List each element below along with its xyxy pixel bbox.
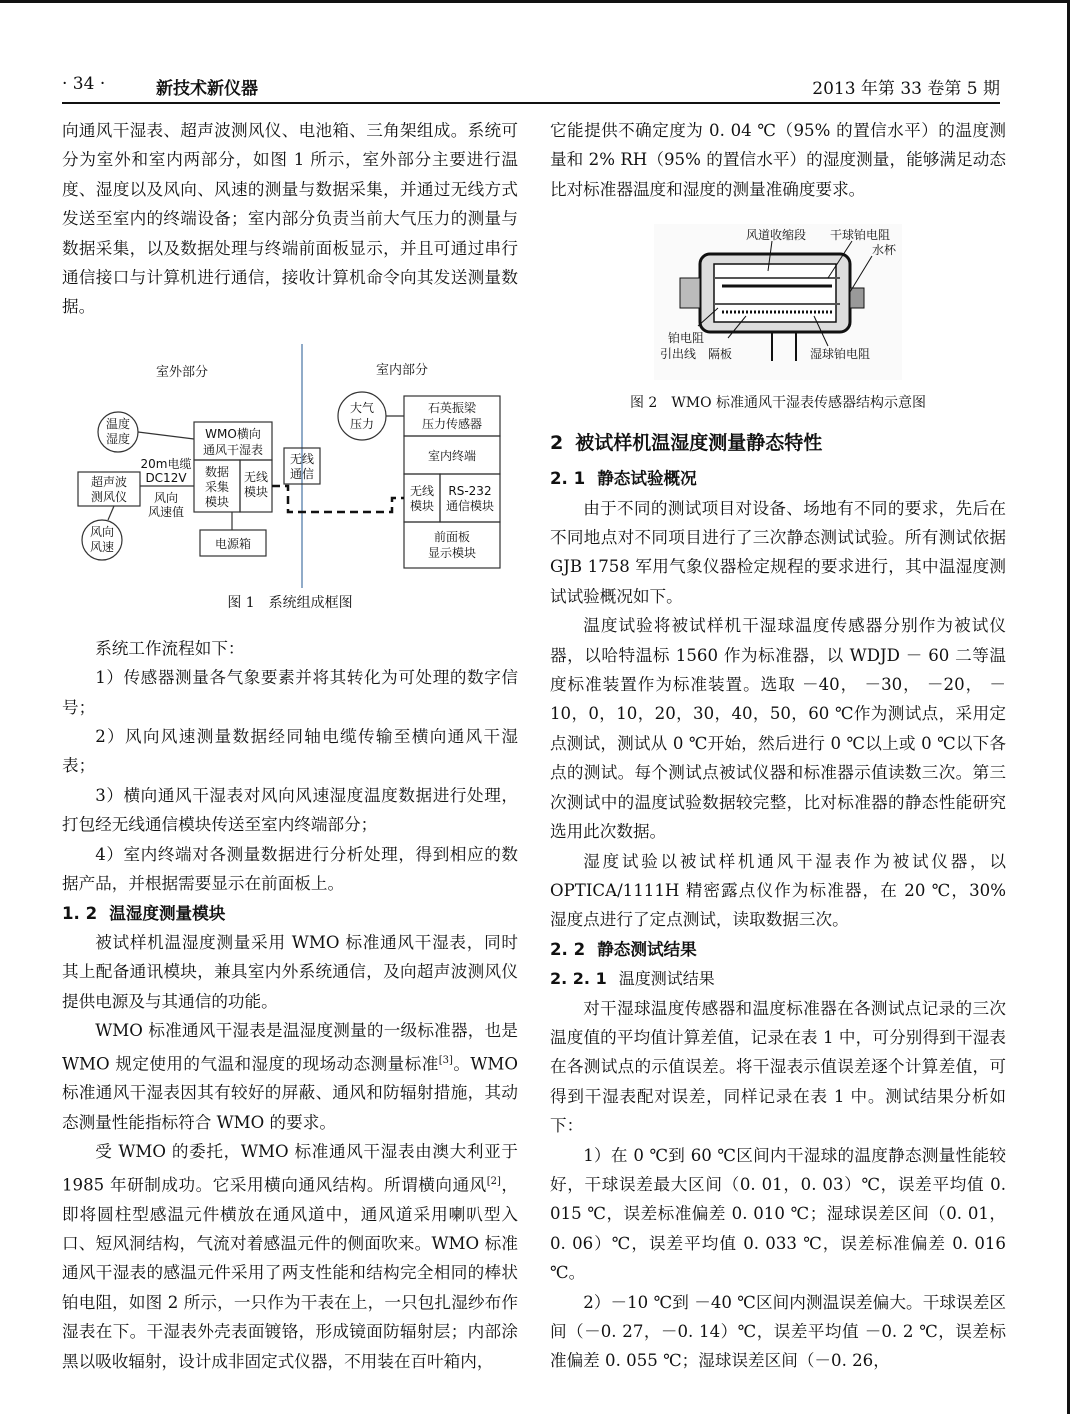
dry-bulb-label: 干球铂电阻 <box>830 228 891 243</box>
water-cup-label: 水杯 <box>872 243 897 258</box>
wind-dir-label: 风向 <box>89 524 115 539</box>
wind-value-label-2: 风速值 <box>147 504 185 519</box>
paragraph: 被试样机温湿度测量采用 WMO 标准通风干湿表，同时其上配备通讯模块，兼具室内外系统通信，及向超声波测风仪提供电源及与其通信的功能。 <box>62 932 518 1011</box>
quartz-label-1: 石英振梁 <box>427 400 477 415</box>
anemometer-label: 测风仪 <box>90 489 128 504</box>
rs232-label-2: 通信模块 <box>445 498 495 513</box>
wireless-comm-label-2: 通信 <box>289 466 315 481</box>
wind-speed-label: 风速 <box>89 539 115 554</box>
wireless-comm-label-1: 无线 <box>289 451 315 466</box>
data-acq-label-2: 采集 <box>204 479 230 494</box>
journal-issue: 2013 年第 33 卷第 5 期 <box>812 79 1000 99</box>
figure-2 <box>550 216 1006 388</box>
data-acq-label-1: 数据 <box>204 464 230 479</box>
list-item: 1）在 0 ℃到 60 ℃区间内干湿球的温度静态测量性能较好，干球误差最大区间（0. 01，0. 03）℃，误差平均值 0. 015 ℃，误差标准偏差 0. 010 ℃；湿球误差区间（0. 01，0. 06）℃，误差平均值 0. 033 ℃，误差标准偏差 0. 016 ℃。 <box>550 1145 1006 1283</box>
paragraph: 它能提供不确定度为 0. 04 ℃（95% 的置信水平）的温度测量和 2% RH（95% 的置信水平）的湿度测量，能够满足动态比对标准器温度和湿度的测量准确度要求。 <box>550 121 1006 199</box>
power-box-label: 电源箱 <box>214 536 252 551</box>
wind-value-label-1: 风向 <box>153 490 179 505</box>
paragraph: 受 WMO 的委托，WMO 标准通风干湿表由澳大利亚于 1985 年研制成功。它采用横向通风结构。所谓横向通风[2]，即将圆柱型感温元件横放在通风道中，通风道采用喇叭型入口、短风洞结构，气流对着感温元件的侧面吹来。WMO 标准通风干湿表的感温元件采用了两支性能和结构完全相同的棒状铂电阻，如图 2 所示，一只作为干表在上，一只包扎湿纱布作湿表在下。干湿表外壳表面镀铬，形成镜面防辐射层；内部涂黑以吸收辐射，设计成非固定式仪器，不用装在百叶箱内， <box>62 1142 518 1371</box>
wireless-module-label-2: 模块 <box>243 484 269 499</box>
front-panel-label-2: 显示模块 <box>427 545 477 560</box>
section-heading-2-1: 2. 1 静态试验概况 <box>550 469 697 489</box>
temp-label: 温度 <box>105 416 131 431</box>
journal-name: 新技术新仪器 <box>156 79 258 99</box>
outdoor-label: 室外部分 <box>155 364 209 380</box>
paragraph: 由于不同的测试项目对设备、场地有不同的要求，先后在不同地点对不同项目进行了三次静态测试试验。所有测试依据 GJB 1758 军用气象仪器检定规程的要求进行，其中温湿度测试试验概况如下。 <box>550 498 1006 606</box>
wet-bulb-label: 湿球铂电阻 <box>810 347 871 362</box>
rs232-label-1: RS-232 <box>448 483 492 498</box>
citation: [3] <box>438 1054 453 1066</box>
wmo-label-1: WMO横向 <box>205 426 261 441</box>
wireless-module-label-1: 无线 <box>243 469 269 484</box>
psychrometer-structure-diagram <box>550 216 1006 388</box>
humidity-label: 湿度 <box>105 431 131 446</box>
section-heading-1-2: 1. 2 温湿度测量模块 <box>62 903 226 923</box>
paragraph: 湿度试验以被试样机通风干湿表作为被试仪器，以 OPTICA/1111H 精密露点仪作为标准器，在 20 ℃，30% 湿度点进行了定点测试，读取数据三次。 <box>550 851 1006 930</box>
wmo-label-2: 通风干湿表 <box>202 442 264 457</box>
figure-1 <box>62 344 518 588</box>
pressure-label-1: 大气 <box>349 400 375 415</box>
paragraph: 温度试验将被试样机干湿球温度传感器分别作为被试仪器，以哈特温标 1560 作为标准器，以 WDJD － 60 二等温度标准装置作为标准装置。选取 －40， －30， －20， －10，0，10，20，30，40，50，60 ℃作为测试点，采用定点测试，测试从 0 ℃开始，然后进行 0 ℃以上或 0 ℃以下各点的测试。每个测试点被试仪器和标准器示值读数三次。第三次测试中的温度试验数据较完整，比对标准器的静态性能研究选用此次数据。 <box>550 616 1006 842</box>
lead-label-1: 铂电阻 <box>668 331 705 346</box>
cable-label-1: 20m电缆 <box>140 456 192 471</box>
ultrasonic-label: 超声波 <box>90 474 128 489</box>
figure-1-caption: 图 1 系统组成框图 <box>227 594 353 611</box>
section-heading-2: 2 被试样机温湿度测量静态特性 <box>550 432 823 455</box>
section-heading-2-2: 2. 2 静态测试结果 <box>550 939 697 959</box>
pressure-label-2: 压力 <box>349 416 375 431</box>
list-item: 3）横向通风干湿表对风向风速湿度温度数据进行处理，打包经无线通信模块传送至室内终端部分； <box>62 785 518 835</box>
citation: [2] <box>486 1175 501 1187</box>
quartz-label-2: 压力传感器 <box>421 416 483 431</box>
list-item: 4）室内终端对各测量数据进行分析处理，得到相应的数据产品，并根据需要显示在前面板上。 <box>62 844 518 894</box>
paragraph: 对干湿球温度传感器和温度标准器在各测试点记录的三次温度值的平均值计算差值，记录在表 1 中，可分别得到干湿表在各测试点的示值误差。将干湿表示值误差逐个计算差值，可得到干湿表配对误差，同样记录在表 1 中。测试结果分析如下： <box>550 998 1006 1136</box>
figure-2-caption: 图 2 WMO 标准通风干湿表传感器结构示意图 <box>629 395 926 412</box>
list-item: 1）传感器测量各气象要素并将其转化为可处理的数字信号； <box>62 668 518 717</box>
duct-label: 风道收缩段 <box>746 228 807 243</box>
paragraph: WMO 标准通风干湿表是温湿度测量的一级标准器，也是 WMO 规定使用的气温和湿度的现场动态测量标准[3]。WMO 标准通风干湿表因其有较好的屏蔽、通风和防辐射措施，其动态测量性能指标符合 WMO 的要求。 <box>62 1021 518 1132</box>
paragraph: 系统工作流程如下： <box>95 638 245 658</box>
page-border-top <box>0 0 1070 3</box>
section-heading-2-2-1: 2. 2. 1 温度测试结果 <box>550 969 715 989</box>
shield-label: 隔板 <box>708 347 733 362</box>
paragraph: 向通风干湿表、超声波测风仪、电池箱、三角架组成。系统可分为室外和室内两部分，如图 1 所示，室外部分主要进行温度、湿度以及风向、风速的测量与数据采集，并通过无线方式发送至室内的终端设备；室内部分负责当前大气压力的测量与数据采集，以及数据处理与终端前面板显示，并且可通过串行通信接口与计算机进行通信，接收计算机命令向其发送测量数据。 <box>62 121 518 317</box>
page-number: · 34 · <box>62 74 106 94</box>
front-panel-label-1: 前面板 <box>433 529 471 544</box>
terminal-wireless-label-1: 无线 <box>409 483 435 498</box>
list-item: 2）－10 ℃到 －40 ℃区间内测温误差偏大。干球误差区间（－0. 27，－0. 14）℃，误差平均值 －0. 2 ℃，误差标准偏差 0. 055 ℃；湿球误差区间（－0. 26， <box>550 1292 1006 1371</box>
right-column <box>550 116 1006 1376</box>
running-header <box>62 74 1000 100</box>
terminal-wireless-label-2: 模块 <box>409 498 435 513</box>
list-item: 2）风向风速测量数据经同轴电缆传输至横向通风干湿表； <box>62 727 518 776</box>
data-acq-label-3: 模块 <box>204 494 230 509</box>
indoor-label: 室内部分 <box>375 362 429 378</box>
system-block-diagram <box>62 344 518 588</box>
left-column <box>62 116 518 1376</box>
lead-label-2: 引出线 <box>660 347 697 362</box>
terminal-label: 室内终端 <box>427 448 477 463</box>
cable-label-2: DC12V <box>145 470 187 485</box>
header-rule <box>62 102 1000 104</box>
